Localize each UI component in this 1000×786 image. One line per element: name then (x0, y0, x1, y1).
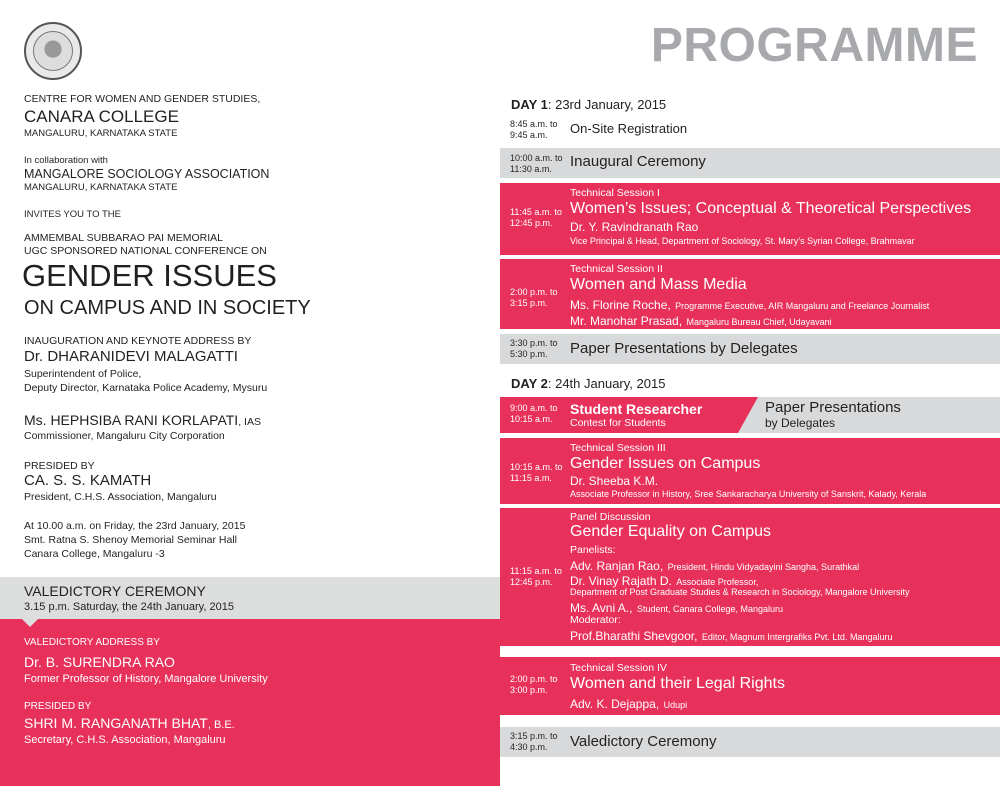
row-title: Valedictory Ceremony (570, 733, 717, 750)
president-name: CA. S. S. KAMATH (24, 472, 152, 489)
valedictory-time: 3.15 p.m. Saturday, the 24th January, 2015 (24, 601, 234, 613)
day2-label: DAY 2 (511, 376, 548, 391)
guest-name: Ms. HEPHSIBA RANI KORLAPATI (24, 412, 239, 428)
org-line: CENTRE FOR WOMEN AND GENDER STUDIES, (24, 93, 261, 105)
college-emblem-icon (24, 22, 82, 80)
session-speaker: Dr. Y. Ravindranath Rao (570, 220, 699, 234)
day1-heading (511, 97, 666, 112)
row-time: 10:00 a.m. to 11:30 a.m. (510, 153, 563, 174)
day1-date: : 23rd January, 2015 (547, 97, 667, 112)
invite-line: INVITES YOU TO THE (24, 209, 121, 220)
collab-name: MANGALORE SOCIOLOGY ASSOCIATION (24, 167, 270, 181)
schedule-row-session-4 (500, 657, 1000, 715)
row-title: On-Site Registration (570, 121, 688, 136)
panelists-label: Panelists: (570, 544, 616, 556)
venue-line-1: At 10.00 a.m. on Friday, the 23rd January, 2015 (24, 520, 246, 532)
moderator-label: Moderator: (570, 614, 621, 626)
paper-title: Paper Presentations (765, 399, 901, 416)
programme-heading: PROGRAMME (650, 19, 978, 72)
speaker-line-2: Mr. Manohar Prasad, Mangaluru Bureau Chief, Udayavani (570, 314, 832, 328)
moderator: Prof.Bharathi Shevgoor, Editor, Magnum Intergrafiks Pvt. Ltd. Mangaluru (570, 629, 893, 643)
session-title: Women and Mass Media (570, 276, 747, 293)
student-subtitle: Contest for Students (570, 417, 666, 429)
conference-title: GENDER ISSUES (22, 258, 277, 293)
val-speaker-role: Former Professor of History, Mangalore University (24, 673, 268, 685)
day2-heading (511, 376, 665, 391)
schedule-row-session-2 (500, 259, 1000, 329)
conference-subtitle: ON CAMPUS AND IN SOCIETY (24, 297, 311, 319)
day1-label: DAY 1 (511, 97, 548, 112)
val-president: SHRI M. RANGANATH BHAT (24, 715, 208, 731)
day2-date: : 24th January, 2015 (547, 376, 666, 391)
programme-panel (500, 0, 1000, 786)
row-time: 8:45 a.m. to 9:45 a.m. (510, 119, 558, 140)
panelist-3: Ms. Avni A., Student, Canara College, Mangaluru (570, 601, 784, 615)
row-title: Inaugural Ceremony (570, 153, 706, 170)
ugc-line: UGC SPONSORED NATIONAL CONFERENCE ON (24, 245, 267, 257)
row-time: 2:00 p.m. to 3:00 p.m. (510, 674, 558, 695)
keynote-role-2: Deputy Director, Karnataka Police Academy, Mysuru (24, 382, 268, 394)
band-notch (22, 619, 38, 627)
keynote-name: Dr. DHARANIDEVI MALAGATTI (24, 348, 238, 365)
student-title: Student Researcher (570, 401, 703, 417)
president-role: President, C.H.S. Association, Mangaluru (24, 491, 217, 503)
college-location: MANGALURU, KARNATAKA STATE (24, 128, 178, 139)
schedule-row-papers (500, 334, 1000, 364)
session-title: Gender Issues on Campus (570, 455, 761, 472)
session-affiliation: Vice Principal & Head, Department of Sociology, St. Mary’s Syrian College, Brahmavar (570, 236, 915, 246)
schedule-row-session-3 (500, 438, 1000, 504)
valedictory-title: VALEDICTORY CEREMONY (24, 583, 206, 599)
session-title: Gender Equality on Campus (570, 523, 771, 540)
row-time: 9:00 a.m. to 10:15 a.m. (510, 403, 558, 424)
inauguration-heading: INAUGURATION AND KEYNOTE ADDRESS BY (24, 335, 252, 347)
college-name: CANARA COLLEGE (24, 107, 179, 126)
val-president-suffix: , B.E. (207, 719, 235, 731)
speaker-line-1: Ms. Florine Roche, Programme Executive, AIR Mangaluru and Freelance Journalist (570, 298, 930, 312)
val-speaker: Dr. B. SURENDRA RAO (24, 654, 175, 670)
row-time: 2:00 p.m. to 3:15 p.m. (510, 287, 558, 308)
panelist-1: Adv. Ranjan Rao, President, Hindu Vidyadayini Sangha, Surathkal (570, 559, 860, 573)
panelist-2-dept: Department of Post Graduate Studies & Research in Sociology, Mangalore University (570, 587, 910, 597)
schedule-row-registration (500, 117, 1000, 145)
collab-intro: In collaboration with (24, 155, 108, 166)
guest-suffix: , IAS (238, 416, 261, 428)
session-label: Technical Session I (570, 187, 660, 199)
session-label: Panel Discussion (570, 511, 651, 523)
paper-subtitle: by Delegates (765, 416, 836, 430)
row-title: Paper Presentations by Delegates (570, 340, 798, 357)
guest-block (24, 412, 261, 430)
schedule-row-student (500, 397, 1000, 433)
val-presided-heading: PRESIDED BY (24, 701, 92, 712)
schedule-row-valedictory (500, 727, 1000, 757)
row-time: 11:45 a.m. to 12:45 p.m. (510, 207, 562, 228)
valedictory-details (0, 619, 500, 786)
collab-location: MANGALURU, KARNATAKA STATE (24, 182, 178, 193)
row-time: 3:30 p.m. to 5:30 p.m. (510, 338, 558, 359)
val-president-block (24, 715, 235, 733)
presided-heading: PRESIDED BY (24, 460, 95, 472)
session-label: Technical Session III (570, 442, 666, 454)
valedictory-band (0, 577, 500, 619)
row-time: 3:15 p.m. to 4:30 p.m. (510, 731, 558, 752)
session-label: Technical Session IV (570, 662, 667, 674)
schedule-row-panel (500, 508, 1000, 646)
keynote-role-1: Superintendent of Police, (24, 368, 142, 380)
row-time: 11:15 a.m. to 12:45 p.m. (510, 566, 562, 587)
memorial-line: AMMEMBAL SUBBARAO PAI MEMORIAL (24, 232, 223, 244)
venue-line-2: Smt. Ratna S. Shenoy Memorial Seminar Hall (24, 534, 237, 546)
session-speaker: Dr. Sheeba K.M. (570, 474, 659, 488)
venue-line-3: Canara College, Mangaluru -3 (24, 548, 165, 560)
guest-role: Commissioner, Mangaluru City Corporation (24, 430, 225, 442)
val-address-heading: VALEDICTORY ADDRESS BY (24, 637, 160, 648)
session-title: Women’s Issues; Conceptual & Theoretical Perspectives (570, 200, 972, 217)
session-speaker: Adv. K. Dejappa, Udupi (570, 697, 688, 711)
val-president-role: Secretary, C.H.S. Association, Mangaluru (24, 734, 226, 746)
session-label: Technical Session II (570, 263, 663, 275)
session-title: Women and their Legal Rights (570, 675, 785, 692)
panelist-2: Dr. Vinay Rajath D. Associate Professor, (570, 574, 759, 588)
row-time: 10:15 a.m. to 11:15 a.m. (510, 462, 563, 483)
session-affiliation: Associate Professor in History, Sree Sankaracharya University of Sanskrit, Kalady, Kerala (570, 489, 927, 499)
schedule-row-inaugural (500, 148, 1000, 178)
schedule-row-session-1 (500, 183, 1000, 255)
